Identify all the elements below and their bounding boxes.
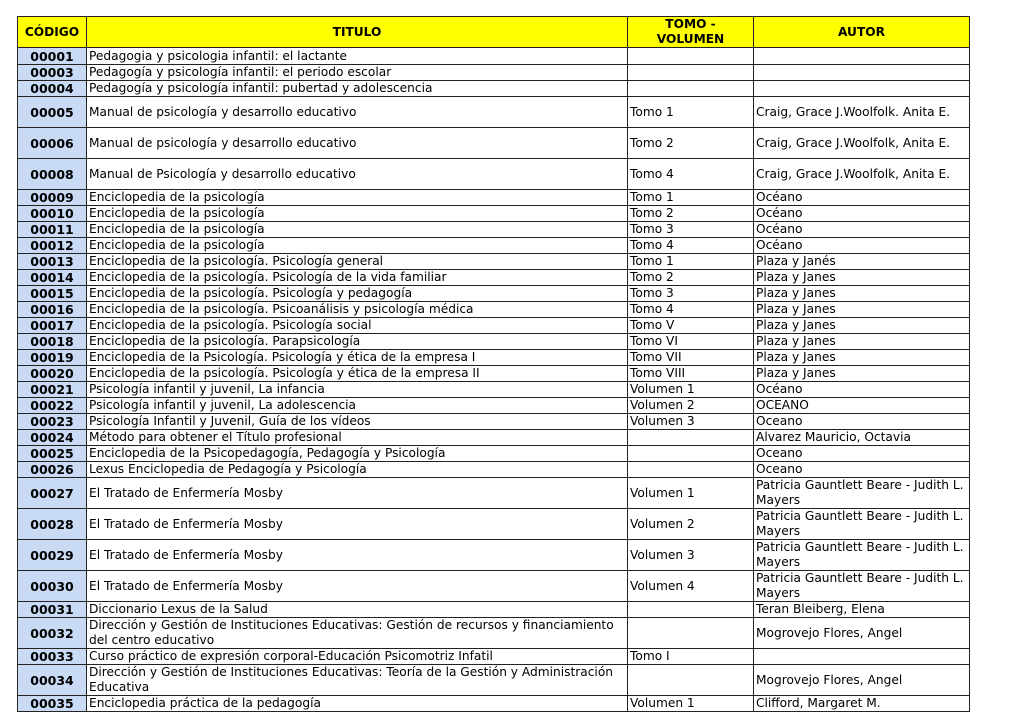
catalog-table [17, 16, 970, 712]
cell-codigo: 00008 [18, 159, 87, 190]
cell-tomo: Volumen 2 [628, 398, 754, 414]
cell-tomo: Tomo 4 [628, 238, 754, 254]
cell-tomo: Tomo 1 [628, 190, 754, 206]
cell-tomo: Tomo 1 [628, 254, 754, 270]
cell-titulo: Curso práctico de expresión corporal-Educación Psicomotriz Infatil [87, 649, 628, 665]
table-row [18, 618, 970, 649]
cell-tomo [628, 665, 754, 696]
cell-autor: Oceano [754, 414, 970, 430]
table-row [18, 302, 970, 318]
cell-tomo: Volumen 3 [628, 540, 754, 571]
cell-titulo: Pedagogia y psicologia infantil: el lactante [87, 48, 628, 65]
cell-autor: Plaza y Janes [754, 318, 970, 334]
cell-autor: Craig, Grace J.Woolfolk. Anita E. [754, 97, 970, 128]
cell-titulo: Manual de psicología y desarrollo educativo [87, 128, 628, 159]
table-row [18, 350, 970, 366]
table-row [18, 649, 970, 665]
cell-codigo: 00019 [18, 350, 87, 366]
cell-codigo: 00009 [18, 190, 87, 206]
cell-codigo: 00020 [18, 366, 87, 382]
cell-tomo: Tomo 3 [628, 286, 754, 302]
cell-titulo: Pedagogía y psicología infantil: pubertad y adolescencia [87, 81, 628, 97]
table-row [18, 509, 970, 540]
cell-titulo: Enciclopedia de la psicología [87, 206, 628, 222]
cell-tomo: Volumen 3 [628, 414, 754, 430]
table-row [18, 128, 970, 159]
cell-autor: Plaza y Janes [754, 350, 970, 366]
cell-tomo: Tomo 3 [628, 222, 754, 238]
cell-autor [754, 81, 970, 97]
cell-titulo: Enciclopedia de la Psicología. Psicología y ética de la empresa I [87, 350, 628, 366]
cell-codigo: 00011 [18, 222, 87, 238]
cell-codigo: 00021 [18, 382, 87, 398]
cell-tomo: Tomo VIII [628, 366, 754, 382]
cell-codigo: 00016 [18, 302, 87, 318]
header-tomo-volumen: TOMO - VOLUMEN [628, 17, 754, 48]
cell-tomo [628, 602, 754, 618]
table-row [18, 222, 970, 238]
cell-codigo: 00015 [18, 286, 87, 302]
cell-tomo: Tomo 4 [628, 302, 754, 318]
cell-autor [754, 65, 970, 81]
cell-titulo: Dirección y Gestión de Instituciones Educativas: Gestión de recursos y financiamiento del centro educativo [87, 618, 628, 649]
cell-codigo: 00028 [18, 509, 87, 540]
table-row [18, 462, 970, 478]
table-row [18, 206, 970, 222]
cell-autor: Oceano [754, 446, 970, 462]
table-row [18, 318, 970, 334]
cell-tomo: Tomo V [628, 318, 754, 334]
cell-titulo: Enciclopedia de la psicología [87, 222, 628, 238]
cell-titulo: Enciclopedia de la psicología [87, 238, 628, 254]
cell-codigo: 00034 [18, 665, 87, 696]
cell-tomo: Tomo VI [628, 334, 754, 350]
table-row [18, 366, 970, 382]
cell-titulo: Enciclopedia de la psicología. Psicología y ética de la empresa II [87, 366, 628, 382]
cell-tomo: Volumen 1 [628, 478, 754, 509]
cell-tomo: Tomo I [628, 649, 754, 665]
table-row [18, 81, 970, 97]
cell-autor: Clifford, Margaret M. [754, 696, 970, 712]
cell-tomo [628, 81, 754, 97]
table-row [18, 254, 970, 270]
cell-codigo: 00025 [18, 446, 87, 462]
cell-autor [754, 48, 970, 65]
cell-tomo: Volumen 1 [628, 382, 754, 398]
table-row [18, 602, 970, 618]
cell-codigo: 00031 [18, 602, 87, 618]
cell-codigo: 00024 [18, 430, 87, 446]
cell-codigo: 00018 [18, 334, 87, 350]
cell-tomo: Tomo 2 [628, 270, 754, 286]
cell-titulo: Pedagogía y psicología infantil: el periodo escolar [87, 65, 628, 81]
cell-titulo: Diccionario Lexus de la Salud [87, 602, 628, 618]
table-row [18, 48, 970, 65]
cell-titulo: Enciclopedia de la psicología. Psicología y pedagogía [87, 286, 628, 302]
cell-titulo: Manual de Psicología y desarrollo educativo [87, 159, 628, 190]
cell-titulo: El Tratado de Enfermería Mosby [87, 478, 628, 509]
cell-titulo: Enciclopedia de la Psicopedagogía, Pedagogía y Psicología [87, 446, 628, 462]
table-row [18, 159, 970, 190]
cell-autor: Teran Bleiberg, Elena [754, 602, 970, 618]
cell-codigo: 00012 [18, 238, 87, 254]
header-codigo: CÓDIGO [18, 17, 87, 48]
cell-tomo [628, 65, 754, 81]
cell-autor: Océano [754, 238, 970, 254]
table-row [18, 270, 970, 286]
cell-tomo: Volumen 4 [628, 571, 754, 602]
table-row [18, 97, 970, 128]
cell-tomo [628, 446, 754, 462]
cell-codigo: 00001 [18, 48, 87, 65]
cell-autor: Oceano [754, 462, 970, 478]
cell-autor: Patricia Gauntlett Beare - Judith L. Mayers [754, 540, 970, 571]
cell-tomo: Volumen 2 [628, 509, 754, 540]
cell-tomo [628, 430, 754, 446]
cell-autor: Plaza y Janes [754, 302, 970, 318]
cell-titulo: El Tratado de Enfermería Mosby [87, 540, 628, 571]
table-row [18, 286, 970, 302]
table-row [18, 446, 970, 462]
cell-codigo: 00032 [18, 618, 87, 649]
cell-autor: Alvarez Mauricio, Octavia [754, 430, 970, 446]
cell-tomo [628, 618, 754, 649]
cell-titulo: Enciclopedia de la psicología. Psicología social [87, 318, 628, 334]
header-autor: AUTOR [754, 17, 970, 48]
cell-codigo: 00023 [18, 414, 87, 430]
cell-tomo: Tomo 2 [628, 206, 754, 222]
cell-titulo: Enciclopedia de la psicología. Parapsicología [87, 334, 628, 350]
cell-codigo: 00005 [18, 97, 87, 128]
cell-codigo: 00014 [18, 270, 87, 286]
cell-autor: Océano [754, 206, 970, 222]
cell-titulo: Psicología infantil y juvenil, La infancia [87, 382, 628, 398]
cell-codigo: 00017 [18, 318, 87, 334]
table-row [18, 478, 970, 509]
cell-autor: Plaza y Janes [754, 334, 970, 350]
cell-autor: Patricia Gauntlett Beare - Judith L. Mayers [754, 478, 970, 509]
cell-autor: Océano [754, 190, 970, 206]
cell-autor: Plaza y Janes [754, 270, 970, 286]
cell-tomo [628, 462, 754, 478]
cell-tomo: Tomo VII [628, 350, 754, 366]
cell-tomo: Tomo 4 [628, 159, 754, 190]
cell-autor: Plaza y Janés [754, 254, 970, 270]
table-row [18, 540, 970, 571]
cell-codigo: 00026 [18, 462, 87, 478]
cell-titulo: Lexus Enciclopedia de Pedagogía y Psicología [87, 462, 628, 478]
table-row [18, 190, 970, 206]
cell-codigo: 00033 [18, 649, 87, 665]
cell-autor: Craig, Grace J.Woolfolk, Anita E. [754, 159, 970, 190]
table-row [18, 665, 970, 696]
cell-autor: OCEANO [754, 398, 970, 414]
table-row [18, 398, 970, 414]
cell-autor: Plaza y Janes [754, 286, 970, 302]
table-row [18, 414, 970, 430]
table-row [18, 571, 970, 602]
cell-codigo: 00004 [18, 81, 87, 97]
table-row [18, 430, 970, 446]
cell-tomo [628, 48, 754, 65]
cell-codigo: 00003 [18, 65, 87, 81]
cell-codigo: 00029 [18, 540, 87, 571]
cell-codigo: 00010 [18, 206, 87, 222]
cell-titulo: Enciclopedia de la psicología [87, 190, 628, 206]
cell-titulo: Enciclopedia de la psicología. Psicología de la vida familiar [87, 270, 628, 286]
cell-titulo: Enciclopedia de la psicología. Psicología general [87, 254, 628, 270]
cell-codigo: 00013 [18, 254, 87, 270]
cell-autor: Mogrovejo Flores, Angel [754, 618, 970, 649]
cell-autor [754, 649, 970, 665]
cell-autor: Plaza y Janes [754, 366, 970, 382]
cell-codigo: 00030 [18, 571, 87, 602]
cell-codigo: 00027 [18, 478, 87, 509]
header-row [18, 17, 970, 48]
cell-titulo: El Tratado de Enfermería Mosby [87, 509, 628, 540]
cell-autor: Océano [754, 382, 970, 398]
cell-titulo: Psicología infantil y juvenil, La adolescencia [87, 398, 628, 414]
header-titulo: TITULO [87, 17, 628, 48]
cell-titulo: Enciclopedia práctica de la pedagogía [87, 696, 628, 712]
cell-codigo: 00035 [18, 696, 87, 712]
cell-titulo: Método para obtener el Título profesional [87, 430, 628, 446]
cell-autor: Patricia Gauntlett Beare - Judith L. Mayers [754, 571, 970, 602]
cell-tomo: Volumen 1 [628, 696, 754, 712]
cell-tomo: Tomo 1 [628, 97, 754, 128]
table-row [18, 696, 970, 712]
cell-autor: Mogrovejo Flores, Angel [754, 665, 970, 696]
table-row [18, 65, 970, 81]
cell-autor: Patricia Gauntlett Beare - Judith L. Mayers [754, 509, 970, 540]
table-row [18, 382, 970, 398]
cell-titulo: Manual de psicología y desarrollo educativo [87, 97, 628, 128]
cell-autor: Craig, Grace J.Woolfolk, Anita E. [754, 128, 970, 159]
cell-titulo: Psicología Infantil y Juvenil, Guía de los vídeos [87, 414, 628, 430]
table-row [18, 238, 970, 254]
cell-codigo: 00022 [18, 398, 87, 414]
cell-titulo: El Tratado de Enfermería Mosby [87, 571, 628, 602]
cell-titulo: Enciclopedia de la psicología. Psicoanálisis y psicología médica [87, 302, 628, 318]
table-row [18, 334, 970, 350]
cell-tomo: Tomo 2 [628, 128, 754, 159]
cell-titulo: Dirección y Gestión de Instituciones Educativas: Teoría de la Gestión y Administración Educativa [87, 665, 628, 696]
cell-codigo: 00006 [18, 128, 87, 159]
cell-autor: Océano [754, 222, 970, 238]
